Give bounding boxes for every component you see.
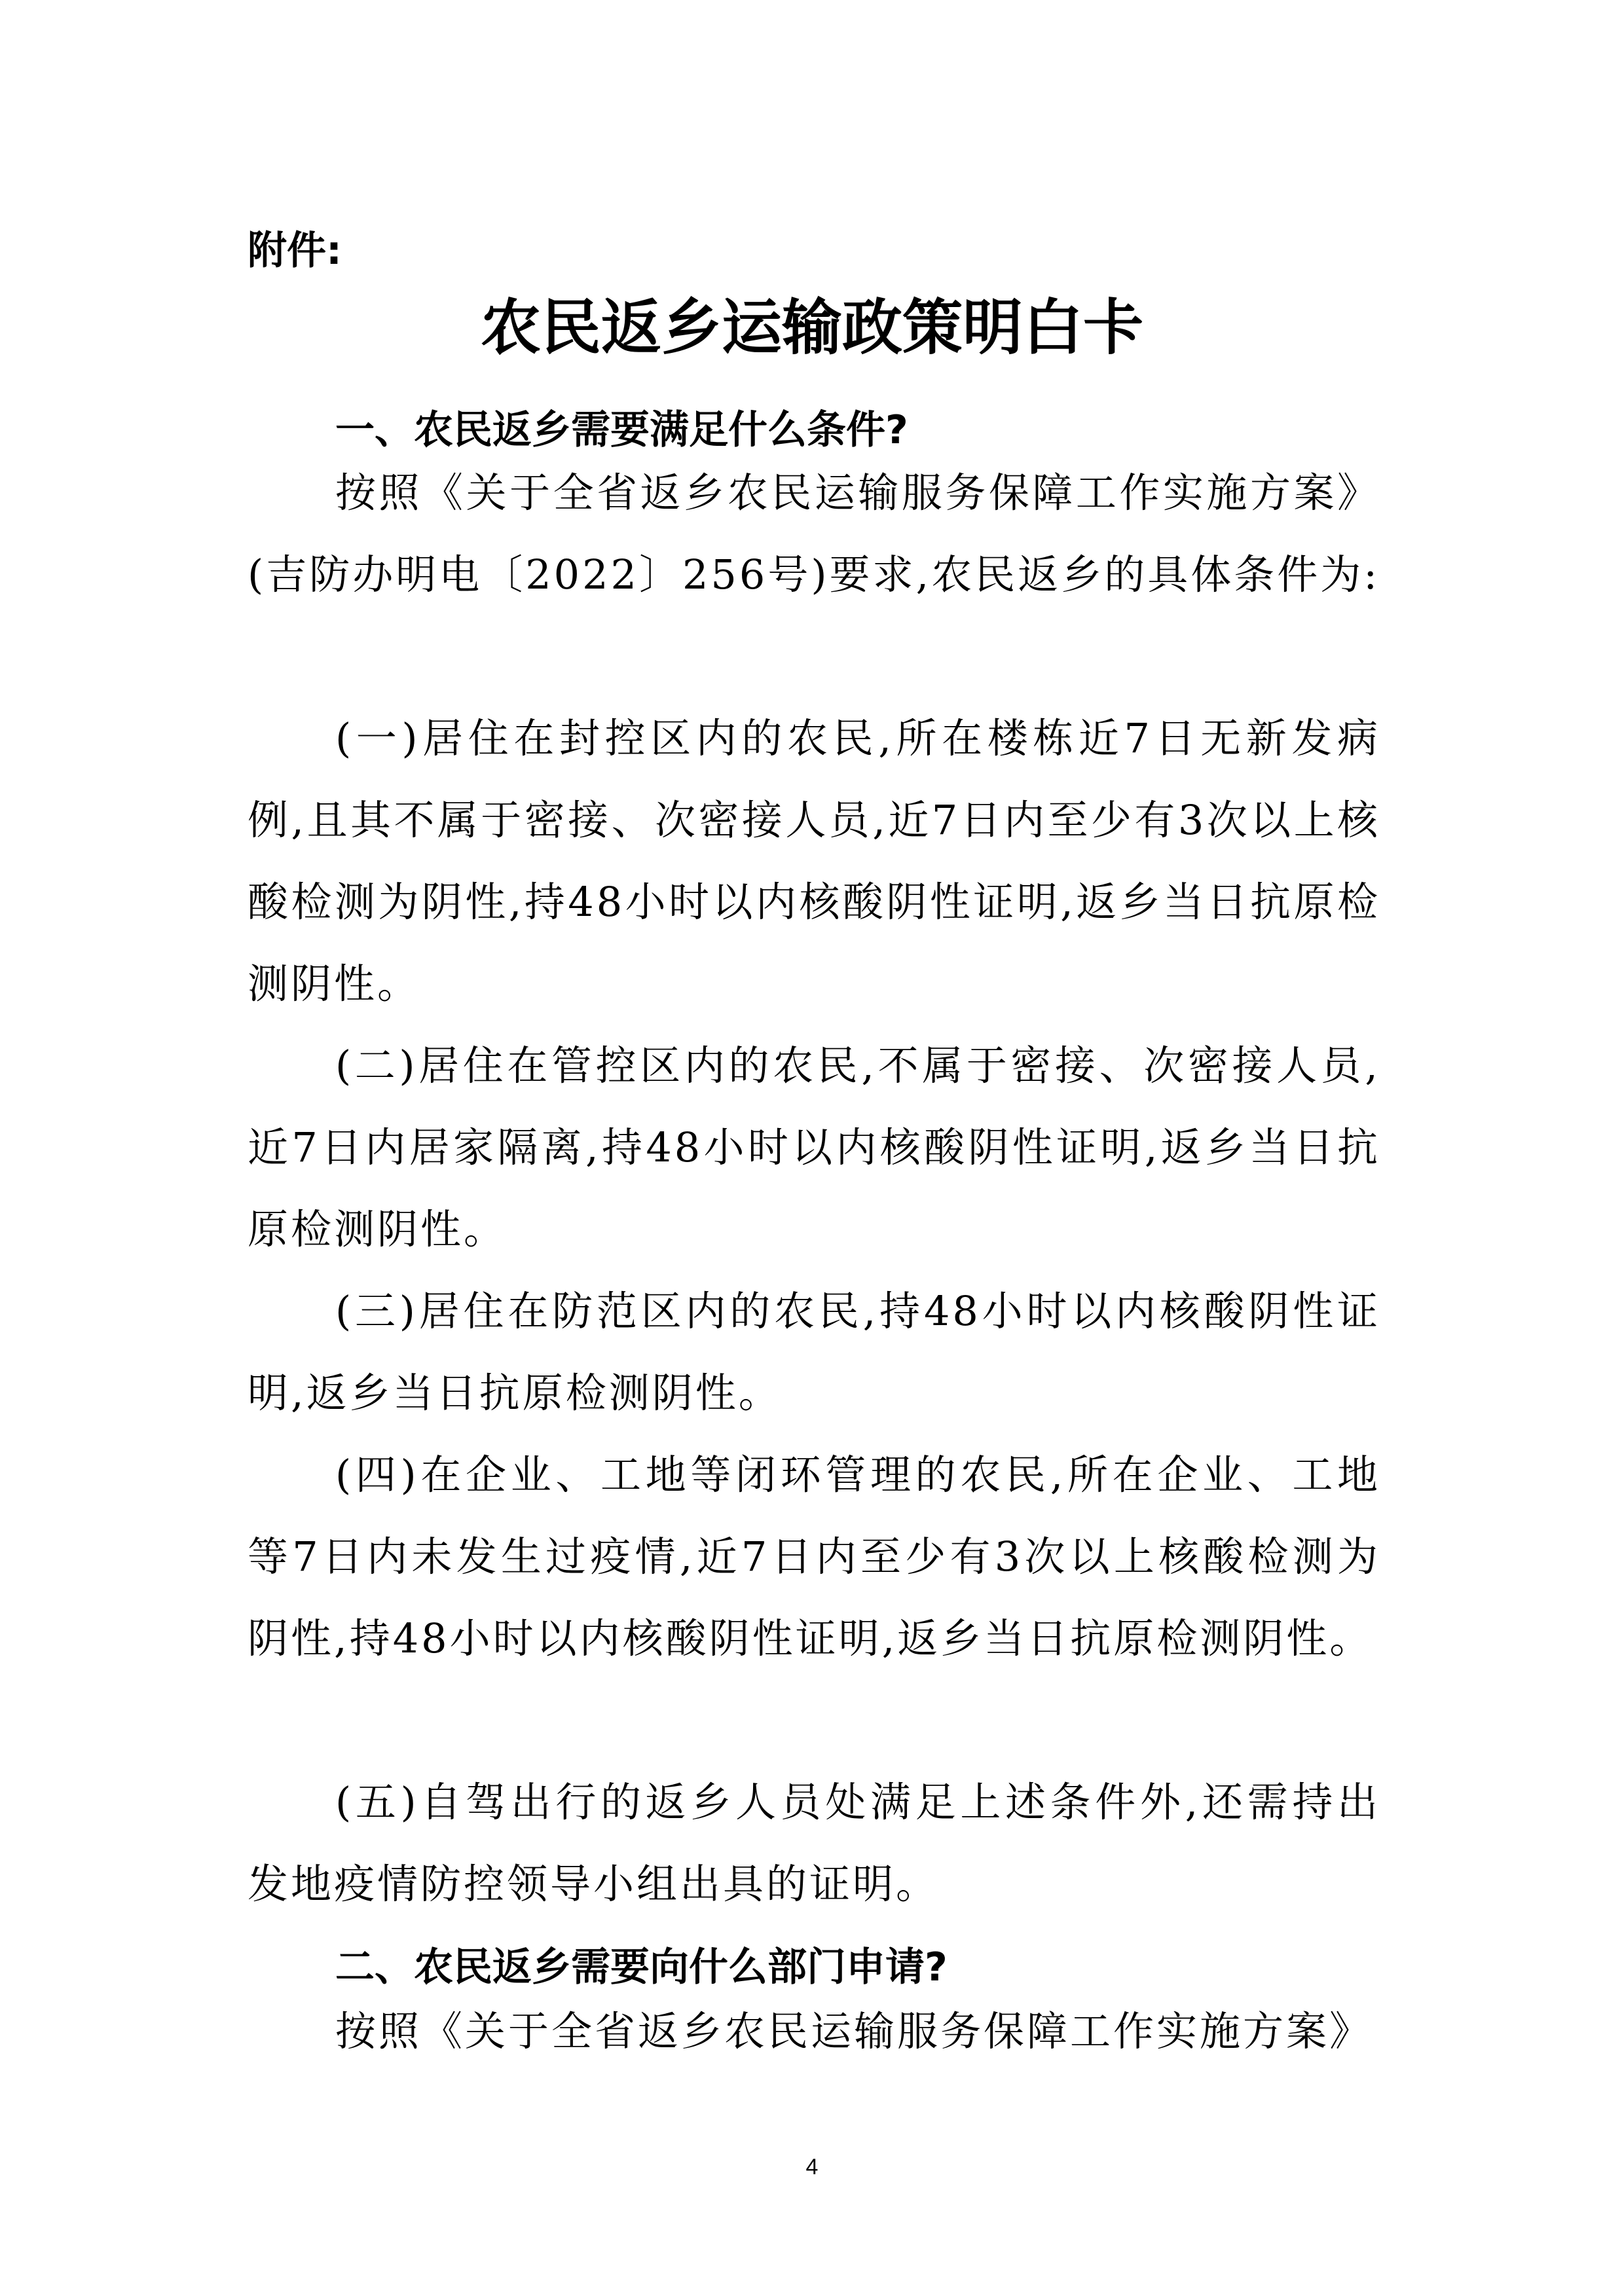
section-heading-conditions: 一、农民返乡需要满足什么条件?: [335, 407, 908, 453]
condition-item-4: (四)在企业、工地等闭环管理的农民,所在企业、工地等7日内未发生过疫情,近7日内至少有3次以上核酸检测为阴性,持48小时以内核酸阴性证明,返乡当日抗原检测阴性。: [248, 1451, 1380, 1662]
condition-item-2: (二)居住在管控区内的农民,不属于密接、次密接人员,近7日内居家隔离,持48小时以内核酸阴性证明,返乡当日抗原检测阴性。: [248, 1042, 1380, 1253]
section-intro-paragraph-2: 按照《关于全省返乡农民运输服务保障工作实施方案》: [335, 2007, 1373, 2055]
condition-item-1: (一)居住在封控区内的农民,所在楼栋近7日无新发病例,且其不属于密接、次密接人员,近7日内至少有3次以上核酸检测为阴性,持48小时以内核酸阴性证明,返乡当日抗原检测阴性。: [248, 714, 1380, 1008]
page-number: 4: [805, 2155, 819, 2179]
section-intro-paragraph: 按照《关于全省返乡农民运输服务保障工作实施方案》(吉防办明电〔2022〕256号)要求,农民返乡的具体条件为:: [248, 469, 1380, 598]
section-heading-application: 二、农民返乡需要向什么部门申请?: [335, 1944, 948, 1990]
document-title: 农民返乡运输政策明白卡: [480, 292, 1143, 363]
condition-item-5: (五)自驾出行的返乡人员处满足上述条件外,还需持出发地疫情防控领导小组出具的证明。: [248, 1778, 1380, 1908]
attachment-label: 附件:: [248, 228, 342, 274]
condition-item-3: (三)居住在防范区内的农民,持48小时以内核酸阴性证明,返乡当日抗原检测阴性。: [248, 1287, 1380, 1417]
